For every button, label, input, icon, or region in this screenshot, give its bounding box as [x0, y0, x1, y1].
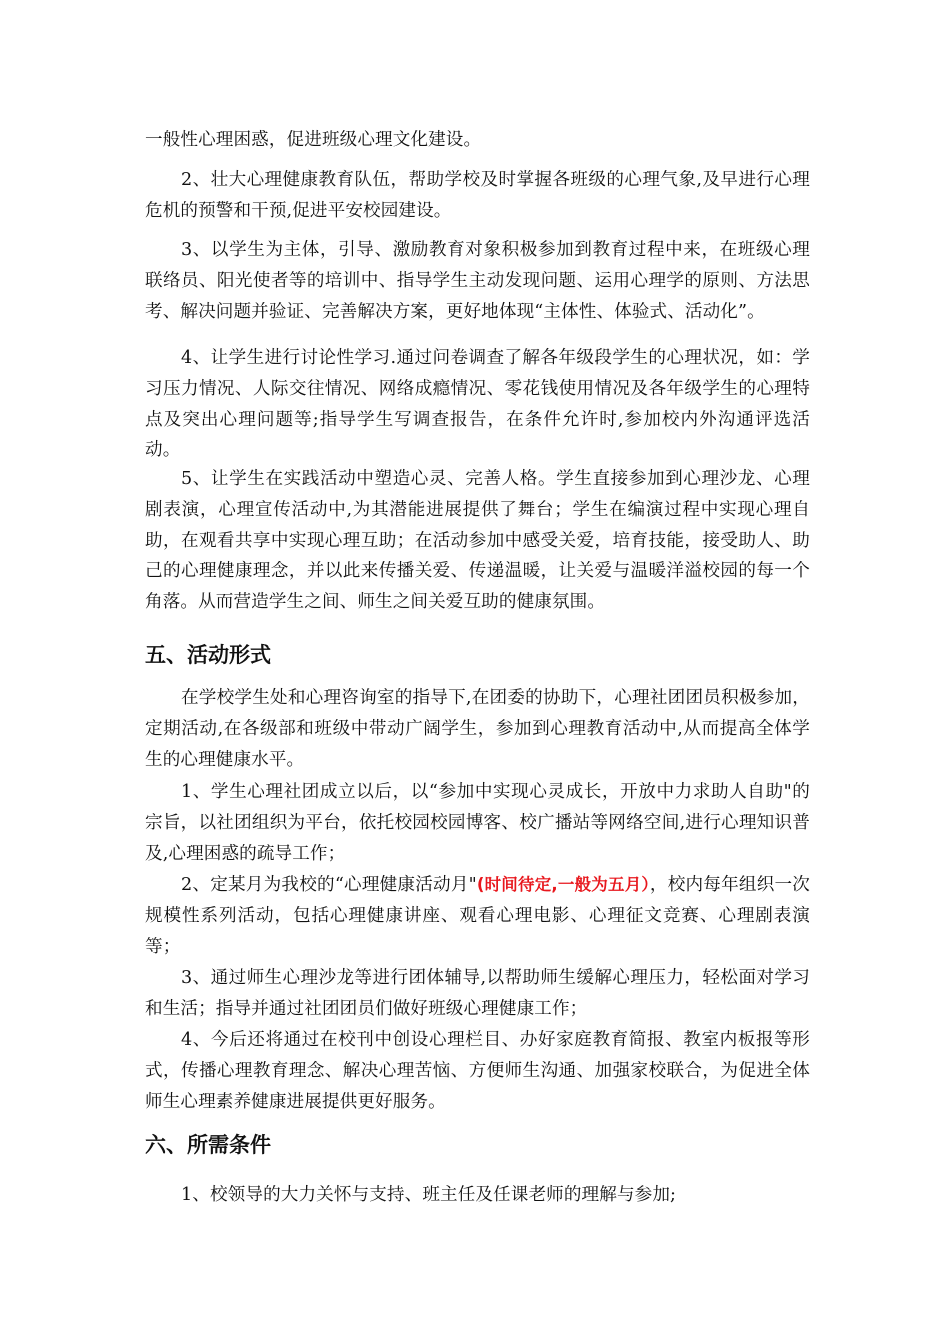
item-2-text-b: ，校内每年组织一次规模性系列活动，包括心理健康讲座、观看心理电影、心理征文竞赛、心理剧表演等； [145, 875, 810, 957]
paragraph-section5-item-2 [145, 870, 810, 962]
paragraph-section5-item-3: 3、通过师生心理沙龙等进行团体辅导,以帮助师生缓解心理压力，轻松面对学习和生活；指导并通过社团团员们做好班级心理健康工作； [145, 968, 810, 1019]
paragraph-section5-item-1: 1、学生心理社团成立以后，以“参加中实现心灵成长，开放中力求助人自助"的宗旨，以社团组织为平台，依托校园校园博客、校广播站等网络空间,进行心理知识普及,心理困惑的疏导工作； [145, 782, 810, 864]
paragraph-item-3: 3、以学生为主体，引导、激励教育对象积极参加到教育过程中来，在班级心理联络员、阳光使者等的培训中、指导学生主动发现问题、运用心理学的原则、方法思考、解决问题并验证、完善解决方案，更好地体现“主体性、体验式、活动化”。 [145, 240, 810, 322]
section-heading-6: 六、所需条件 [145, 1133, 271, 1157]
paragraph-item-5: 5、让学生在实践活动中塑造心灵、完善人格。学生直接参加到心理沙龙、心理剧表演，心理宣传活动中,为其潜能进展提供了舞台；学生在编演过程中实现心理自助，在观看共享中实现心理互助；在活动参加中感受关爱，培育技能，接受助人、助己的心理健康理念，并以此来传播关爱、传递温暖，让关爱与温暖洋溢校园的每一个角落。从而营造学生之间、师生之间关爱互助的健康氛围。 [145, 469, 810, 613]
paragraph-0: 一般性心理困惑，促进班级心理文化建设。 [145, 130, 482, 150]
section-heading-5: 五、活动形式 [145, 643, 271, 667]
paragraph-item-4: 4、让学生进行讨论性学习.通过问卷调查了解各年级段学生的心理状况，如：学习压力情况、人际交往情况、网络成瘾情况、零花钱使用情况及各年级学生的心理特点及突出心理问题等;指导学生写调查报告，在条件允许时,参加校内外沟通评选活动。 [145, 348, 810, 461]
time-pending-highlight: (时间待定,一般为五月） [476, 875, 650, 894]
paragraph-section6-item-1: 1、校领导的大力关怀与支持、班主任及任课老师的理解与参加; [181, 1185, 677, 1205]
paragraph-section5-intro: 在学校学生处和心理咨询室的指导下,在团委的协助下，心理社团团员积极参加，定期活动,在各级部和班级中带动广阔学生，参加到心理教育活动中,从而提高全体学生的心理健康水平。 [145, 688, 810, 770]
item-2-text-a: 2、定某月为我校的“心理健康活动月" [181, 875, 477, 895]
paragraph-item-2: 2、壮大心理健康教育队伍，帮助学校及时掌握各班级的心理气象,及早进行心理危机的预警和干预,促进平安校园建设。 [145, 170, 810, 221]
paragraph-section5-item-4: 4、今后还将通过在校刊中创设心理栏目、办好家庭教育简报、教室内板报等形式，传播心理教育理念、解决心理苦恼、方便师生沟通、加强家校联合，为促进全体师生心理素养健康进展提供更好服务。 [145, 1030, 810, 1112]
